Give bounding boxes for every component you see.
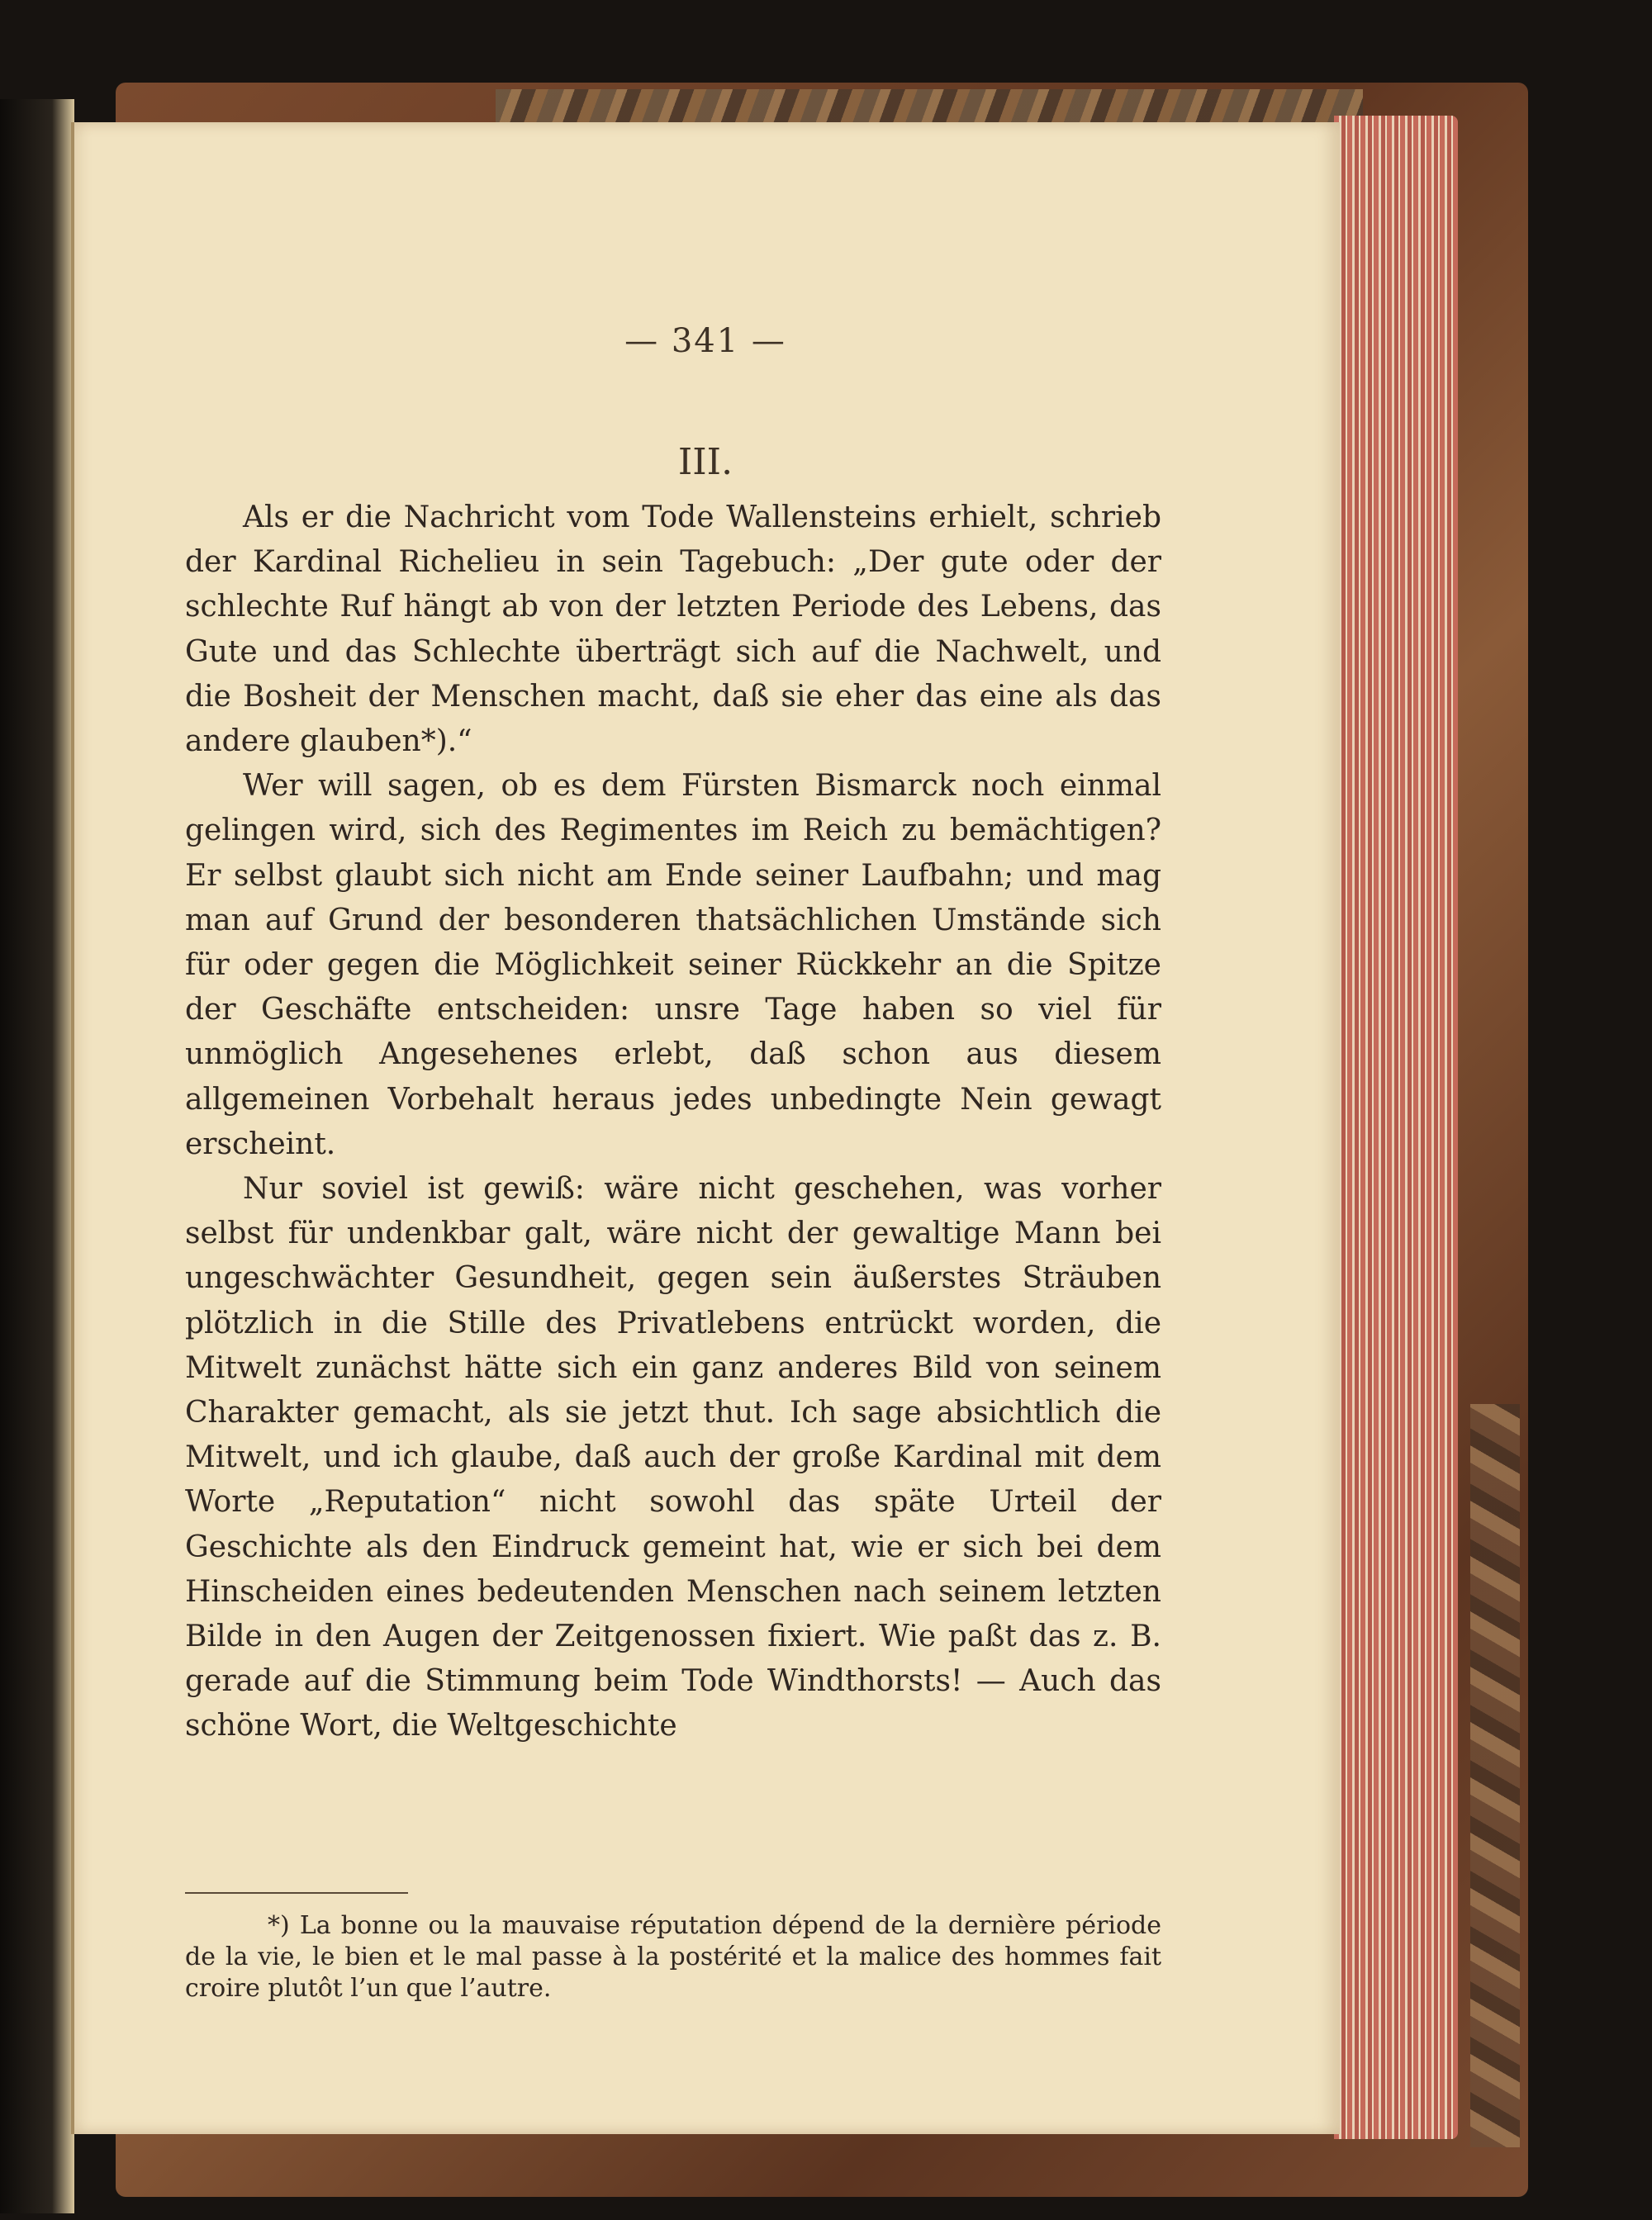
page-number: — 341 — (624, 322, 786, 360)
book-page (71, 122, 1340, 2134)
marbled-cover-right (1470, 1404, 1520, 2147)
footnote-divider (185, 1892, 408, 1894)
footnote: *) La bonne ou la mauvaise réputation dépend de la dernière période de la vie, le bien et le mal passe à la postérité et la malice des hommes fait croire plutôt l’un que l’autre. (185, 1911, 1161, 2003)
paragraph-3: Nur soviel ist gewiß: wäre nicht geschehen, was vorher selbst für undenkbar galt, wäre nicht der gewaltige Mann bei ungeschwächter Gesundheit, gegen sein äußerstes Sträuben plötzlich in die Stille des Privatlebens entrückt worden, die Mitwelt zunächst hätte sich ein ganz anderes Bild von seinem Charakter gemacht, als sie jetzt thut. Ich sage absichtlich die Mitwelt, und ich glaube, daß auch der große Kardinal mit dem Worte „Reputation“ nicht sowohl das späte Urteil der Geschichte als den Eindruck gemeint hat, wie er sich bei dem Hinscheiden eines bedeutenden Menschen nach seinem letzten Bilde in den Augen der Zeitgenossen fixiert. Wie paßt das z. B. gerade auf die Stimmung beim Tode Windthorsts! — Auch das schöne Wort, die Weltgeschichte (185, 1172, 1161, 1743)
section-heading: III. (677, 441, 733, 483)
paragraph-2: Wer will sagen, ob es dem Fürsten Bismarck noch einmal gelingen wird, sich des Regimentes im Reich zu bemächtigen? Er selbst glaubt sich nicht am Ende seiner Laufbahn; und mag man auf Grund der besonderen thatsächlichen Umstände sich für oder gegen die Möglichkeit seiner Rückkehr an die Spitze der Geschäfte entscheiden: unsre Tage haben so viel für unmöglich Angesehenes erlebt, daß schon aus diesem allgemeinen Vorbehalt heraus jedes unbedingte Nein gewagt erscheint. (185, 769, 1161, 1161)
body-text (185, 496, 1161, 1749)
paragraph-1: Als er die Nachricht vom Tode Wallensteins erhielt, schrieb der Kardinal Richelieu in sein Tagebuch: „Der gute oder der schlechte Ruf hängt ab von der letzten Periode des Lebens, das Gute und das Schlechte überträgt sich auf die Nachwelt, und die Bosheit der Menschen macht, daß sie eher das eine als das andere glauben*).“ (185, 500, 1161, 759)
page-gutter (71, 122, 74, 2134)
page-edges (1334, 116, 1458, 2139)
book-spine-edge (0, 99, 74, 2213)
